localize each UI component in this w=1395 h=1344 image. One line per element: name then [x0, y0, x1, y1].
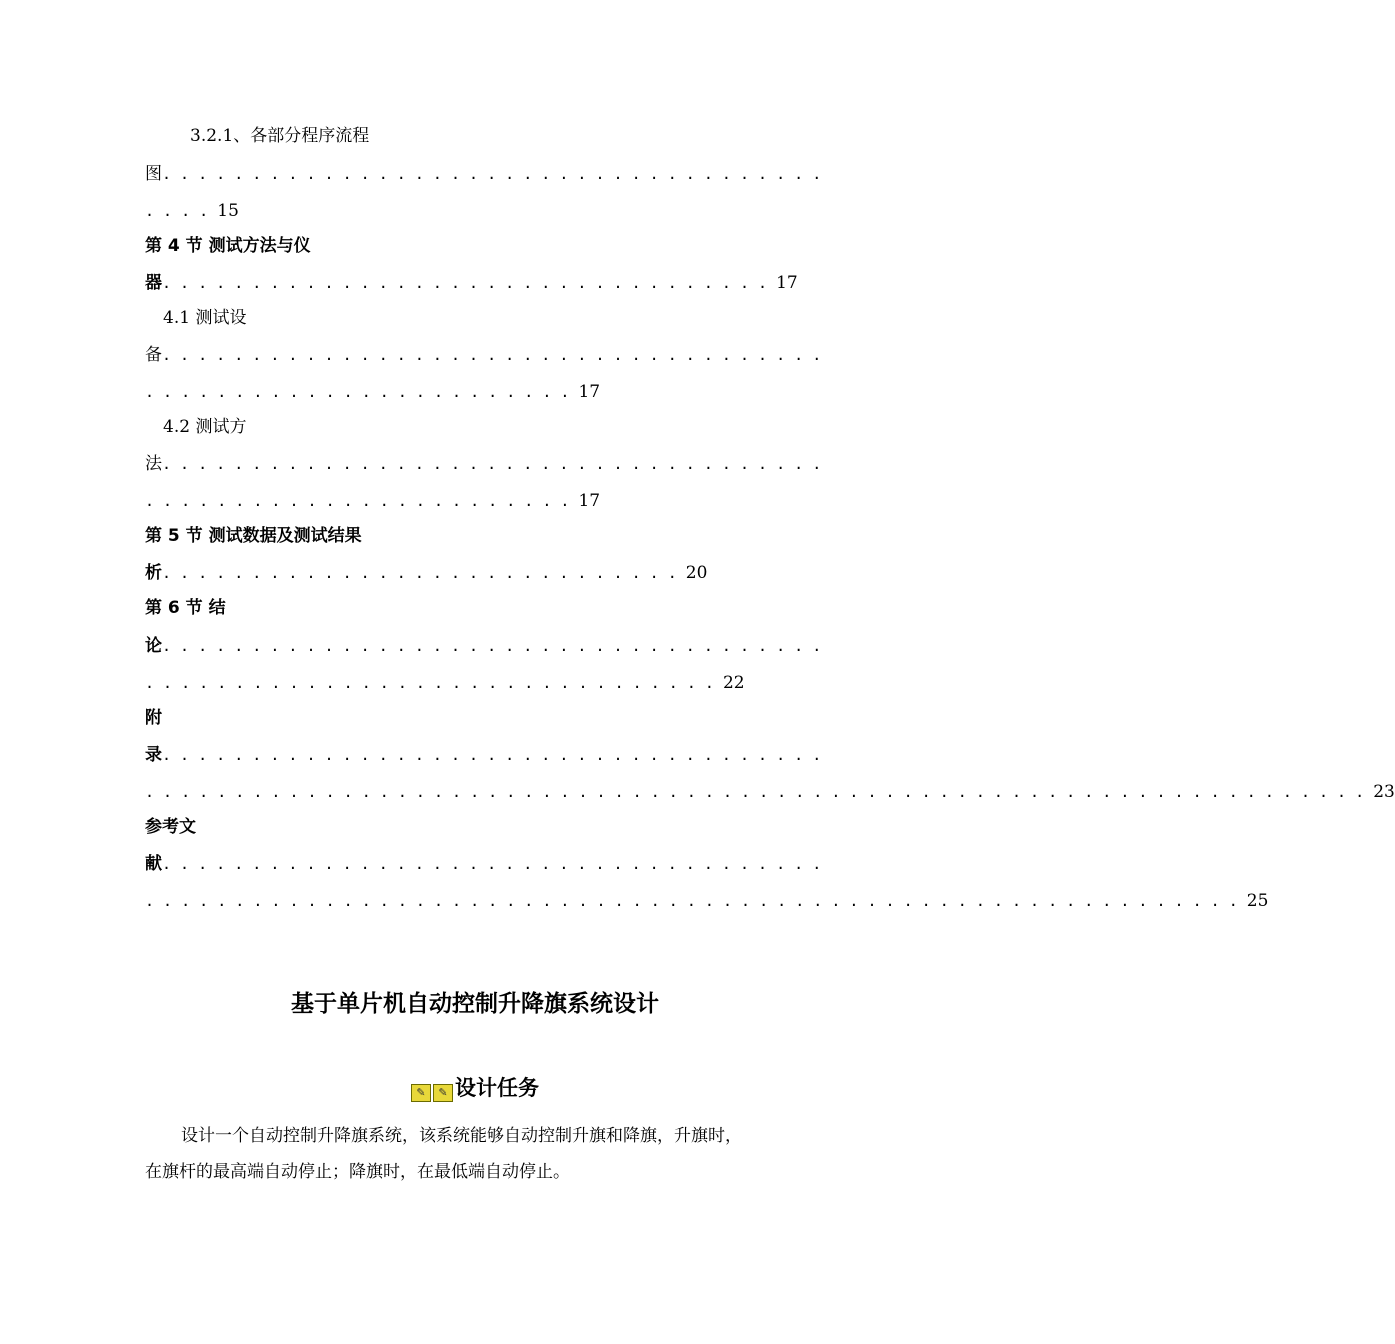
- leader-dots: . . . . . . . . . . . . . . . . . . . . . . . . . . . . . . . . . . . . .: [162, 346, 822, 364]
- page-number: 20: [685, 563, 708, 583]
- page-number: 15: [217, 201, 239, 221]
- page-number: 22: [722, 673, 745, 693]
- toc-text: 析: [145, 563, 162, 583]
- toc-entry-4-2-page: [145, 491, 600, 511]
- leader-dots: . . . . . . . . . . . . . . . . . . . . . . . . . . . . .: [162, 564, 686, 582]
- pencil-icon: ✎: [411, 1084, 431, 1102]
- toc-chapter-4: [145, 236, 311, 256]
- toc-text: 法: [145, 454, 162, 474]
- toc-appendix-page: [145, 782, 1395, 802]
- leader-dots: . . . . . . . . . . . . . . . . . . . . . . . . . . . . . . . . . . . . . . . . . . . . . . . . . . . . . . . . . . . . . . . . . . . .: [145, 783, 1374, 801]
- toc-references-page: [145, 891, 1268, 911]
- toc-chapter-5-cont: [145, 563, 707, 583]
- toc-entry-4-1-page: [145, 382, 600, 402]
- toc-chapter-4-cont: [145, 273, 798, 293]
- document-title: 基于单片机自动控制升降旗系统设计: [291, 991, 659, 1017]
- toc-chapter-6-page: [145, 673, 745, 693]
- page-number: 17: [578, 491, 601, 511]
- toc-references: [145, 817, 196, 837]
- toc-entry-4-1: [163, 308, 246, 328]
- page-number: 25: [1246, 891, 1269, 911]
- toc-appendix: [145, 708, 162, 728]
- toc-text: 第 5 节 测试数据及测试结果: [145, 526, 362, 546]
- toc-entry-3-2-1-page: [145, 201, 239, 221]
- section-title: 设计任务: [455, 1076, 539, 1100]
- leader-dots: . . . . . . . . . . . . . . . . . . . . . . . . . . . . . . . . . . . . .: [162, 455, 822, 473]
- toc-entry-4-1-cont: [145, 345, 821, 365]
- toc-text: 第 6 节 结: [145, 598, 226, 618]
- toc-text: 献: [145, 854, 162, 874]
- toc-text: 参考文: [145, 817, 196, 837]
- toc-entry-4-2-cont: [145, 454, 821, 474]
- leader-dots: . . . . . . . . . . . . . . . . . . . . . . . .: [145, 492, 579, 510]
- toc-entry-4-2: [163, 417, 246, 437]
- toc-text: 图: [145, 164, 162, 184]
- leader-dots: . . . . . . . . . . . . . . . . . . . . . . . . . . . . . . . . . . . . .: [162, 165, 822, 183]
- leader-dots: . . . . . . . . . . . . . . . . . . . . . . . .: [145, 383, 579, 401]
- toc-text: 备: [145, 345, 162, 365]
- toc-entry-3-2-1: [190, 126, 369, 146]
- leader-dots: . . . . . . . . . . . . . . . . . . . . . . . . . . . . . . . . . . . . .: [162, 746, 822, 764]
- toc-chapter-5: [145, 526, 362, 546]
- toc-chapter-6-cont: [145, 636, 821, 656]
- leader-dots: . . . . . . . . . . . . . . . . . . . . . . . . . . . . . . . .: [145, 674, 723, 692]
- leader-dots: . . . . . . . . . . . . . . . . . . . . . . . . . . . . . . . . . . . . . . . . . . . . . . . . . . . . . . . . . . . . .: [145, 892, 1247, 910]
- toc-entry-3-2-1-cont: [145, 164, 821, 184]
- paragraph-line: 设计一个自动控制升降旗系统，该系统能够自动控制升旗和降旗，升旗时，: [181, 1126, 742, 1146]
- toc-text: 附: [145, 708, 162, 728]
- toc-references-cont: [145, 854, 821, 874]
- leader-dots: . . . . . . . . . . . . . . . . . . . . . . . . . . . . . . . . . .: [162, 274, 777, 292]
- leader-dots: . . . . . . . . . . . . . . . . . . . . . . . . . . . . . . . . . . . . .: [162, 637, 822, 655]
- page-number: 17: [776, 273, 798, 293]
- toc-text: 4.1 测试设: [163, 308, 247, 328]
- toc-text: 论: [145, 636, 162, 656]
- page-number: 23: [1373, 782, 1395, 802]
- leader-dots: . . . . . . . . . . . . . . . . . . . . . . . . . . . . . . . . . . . . .: [162, 855, 822, 873]
- toc-text: 器: [145, 273, 162, 293]
- pencil-icon: ✎: [433, 1084, 453, 1102]
- toc-appendix-cont: [145, 745, 821, 765]
- paragraph-line: 在旗杆的最高端自动停止；降旗时，在最低端自动停止。: [145, 1162, 570, 1182]
- page-number: 17: [578, 382, 601, 402]
- toc-text: 录: [145, 745, 162, 765]
- task-paragraph: [145, 1118, 810, 1190]
- leader-dots: . . . .: [145, 202, 218, 220]
- toc-chapter-6: [145, 598, 226, 618]
- toc-text: 第 4 节 测试方法与仪: [145, 236, 311, 256]
- toc-text: 3.2.1、各部分程序流程: [190, 126, 370, 146]
- section-heading: [0, 1072, 950, 1102]
- toc-text: 4.2 测试方: [163, 417, 247, 437]
